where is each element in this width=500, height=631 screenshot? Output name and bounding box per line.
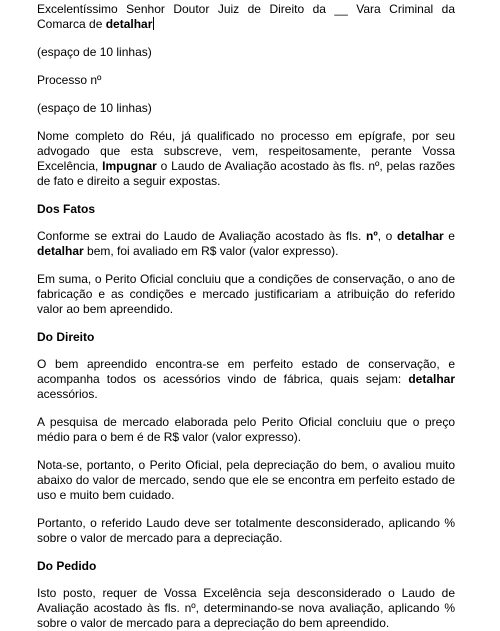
- intro-paragraph: [37, 129, 455, 189]
- spacing-note: (espaço de 10 linhas): [37, 101, 152, 115]
- detail-placeholder: detalhar: [37, 244, 84, 258]
- detail-placeholder: detalhar: [408, 372, 455, 386]
- court-address-text: Excelentíssimo Senhor Doutor Juiz de Direito da __ Vara Criminal da Comarca de: [37, 2, 455, 31]
- fatos-text: e: [443, 229, 455, 243]
- fatos-text: Conforme se extrai do Laudo de Avaliação acostado às fls.: [37, 229, 366, 243]
- section-heading-pedido: Do Pedido: [37, 559, 97, 573]
- intro-text: Nome completo do Réu, já qualificado no processo em epígrafe, por seu advogado que esta subscreve, vem, respeitosamente, perante Vossa Excelência,: [37, 129, 455, 173]
- direito-text: O bem apreendido encontra-se em perfeito estado de conservação, e acompanha todos os acessórios vindo de fábrica, quais sejam:: [37, 357, 455, 386]
- pedido-paragraph: Isto posto, requer de Vossa Excelência seja desconsiderado o Laudo de Avaliação acostado às fls. nº, determinando-se nova avaliação, aplicando % sobre o valor de mercado para a depreciação do bem apreendido.: [37, 586, 455, 630]
- fatos-text: bem, foi avaliado em R$ valor (valor expresso).: [83, 244, 339, 258]
- direito-paragraph: Nota-se, portanto, o Perito Oficial, pela depreciação do bem, o avaliou muito abaixo do valor de mercado, sendo que ele se encontra em perfeito estado de uso e muito bem cuidado.: [37, 458, 455, 502]
- impugnar-keyword: Impugnar: [102, 159, 157, 173]
- direito-paragraph: Portanto, o referido Laudo deve ser totalmente desconsiderado, aplicando % sobre o valor de mercado para a depreciação.: [37, 516, 455, 545]
- text-cursor: [153, 17, 154, 30]
- section-heading-direito: Do Direito: [37, 330, 95, 344]
- court-address: [37, 2, 455, 32]
- spacing-note: (espaço de 10 linhas): [37, 45, 152, 59]
- fatos-paragraph: [37, 229, 455, 259]
- fatos-text: , o: [377, 229, 397, 243]
- comarca-placeholder: detalhar: [105, 17, 153, 31]
- direito-paragraph: [37, 357, 455, 402]
- document-body: [37, 2, 455, 631]
- detail-placeholder: detalhar: [396, 229, 444, 243]
- process-number-line: Processo nº: [37, 73, 102, 87]
- fatos-paragraph: Em suma, o Perito Oficial concluiu que a condições de conservação, o ano de fabricação e as condições e mercado justificariam a atribuição do referido valor ao bem apreendido.: [37, 272, 455, 316]
- direito-paragraph: A pesquisa de mercado elaborada pelo Perito Oficial concluiu que o preço médio para o bem é de R$ valor (valor expresso).: [37, 415, 455, 444]
- fls-number-placeholder: nº: [365, 229, 378, 243]
- section-heading-fatos: Dos Fatos: [37, 202, 96, 216]
- intro-text: o Laudo de Avaliação acostado às fls. nº, pelas razões de fato e direito a seguir expostas.: [37, 159, 455, 188]
- direito-text: acessórios.: [37, 387, 98, 401]
